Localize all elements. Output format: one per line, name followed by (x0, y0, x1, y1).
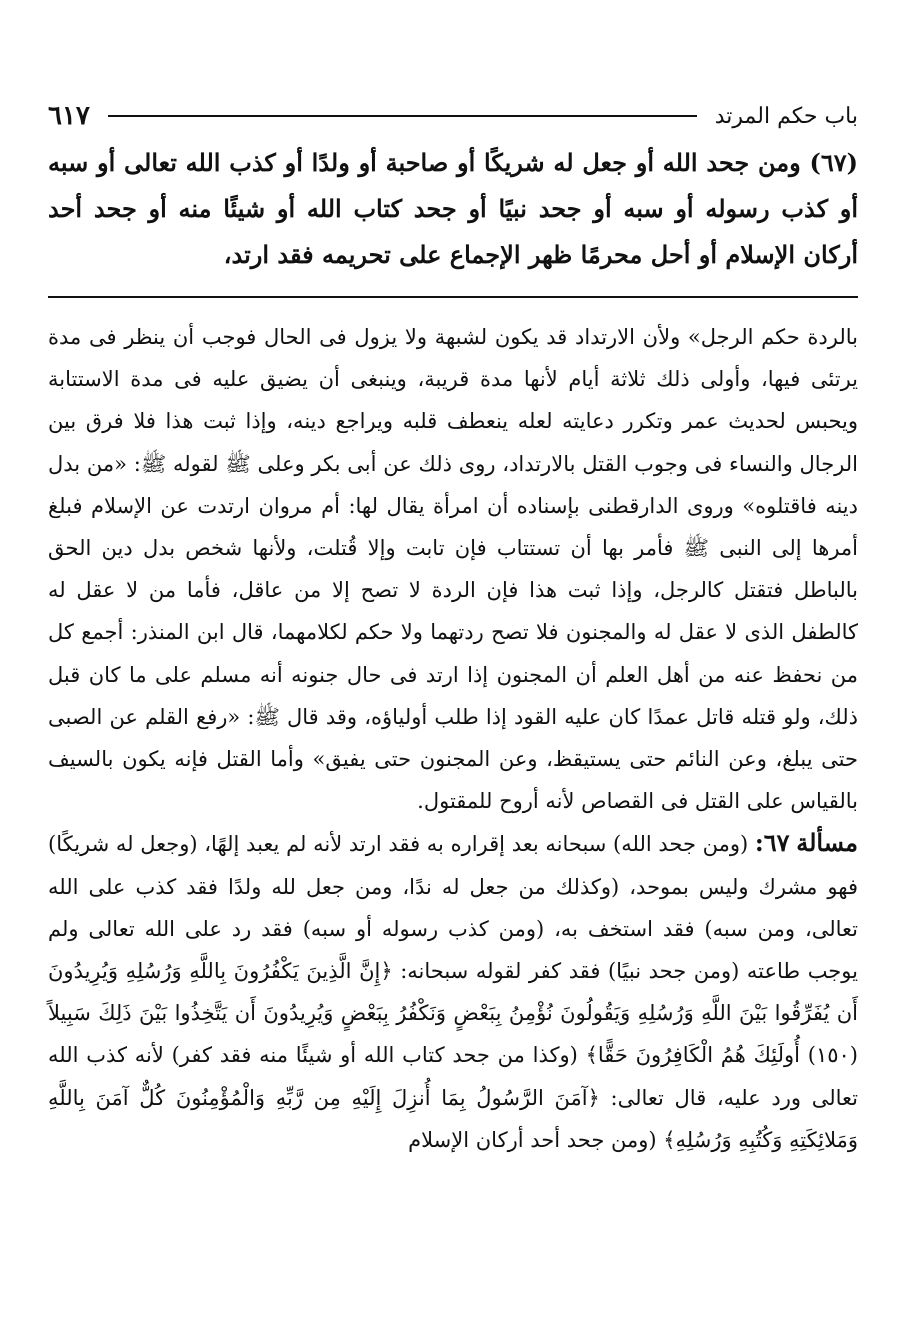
page-number: ٦١٧ (48, 101, 90, 131)
commentary-paragraph-2 (48, 822, 858, 1161)
matn-text-block (48, 140, 858, 278)
chapter-title: باب حكم المرتد (714, 103, 858, 129)
masala-number: ٦٧: (754, 828, 790, 858)
header-rule (108, 115, 697, 117)
commentary-paragraph-2-text: (ومن جحد الله) سبحانه بعد إقراره به فقد ارتد لأنه لم يعبد إلهًا، (وجعل له شريكًا) فهو مشرك وليس بموحد، (وكذلك من جعل له ندًا، ومن جعل لله ولدًا فقد كذب على الله تعالى، ومن سبه) فقد استخف به، (ومن كذب رسوله أو سبه) فقد رد على الله تعالى ولم يوجب طاعته (ومن جحد نبيًا) فقد كفر لقوله سبحانه: ﴿إِنَّ الَّذِينَ يَكْفُرُونَ بِاللَّهِ وَرُسُلِهِ وَيُرِيدُونَ أَن يُفَرِّقُوا بَيْنَ اللَّهِ وَرُسُلِهِ وَيَقُولُونَ نُؤْمِنُ بِبَعْضٍ وَنَكْفُرُ بِبَعْضٍ وَيُرِيدُونَ أَن يَتَّخِذُوا بَيْنَ ذَلِكَ سَبِيلاً (١٥٠) أُولَئِكَ هُمُ الْكَافِرُونَ حَقًّا﴾ (وكذا من جحد كتاب الله أو شيئًا منه فقد كفر) لأنه كذب الله تعالى ورد عليه، قال تعالى: ﴿آمَنَ الرَّسُولُ بِمَا أُنزِلَ إِلَيْهِ مِن رَّبِّهِ وَالْمُؤْمِنُونَ كُلٌّ آمَنَ بِاللَّهِ وَمَلائِكَتِهِ وَكُتُبِهِ وَرُسُلِهِ﴾ (ومن جحد أحد أركان الإسلام (48, 832, 859, 1152)
matn-paragraph: (٦٧) ومن جحد الله أو جعل له شريكًا أو صاحبة أو ولدًا أو كذب الله تعالى أو سبه أو كذب رسوله أو سبه أو جحد نبيًا أو جحد كتاب الله أو شيئًا منه أو جحد أحد أركان الإسلام أو أحل محرمًا ظهر الإجماع على تحريمه فقد ارتد، (48, 148, 858, 269)
running-head (48, 96, 858, 136)
commentary-paragraph-1: بالردة حكم الرجل» ولأن الارتداد قد يكون لشبهة ولا يزول فى الحال فوجب أن ينظر فى مدة يرتئى فيها، وأولى ذلك ثلاثة أيام لأنها مدة قريبة، وينبغى أن يضيق عليه فى مدة الاستتابة ويحبس لحديث عمر وتكرر دعايته لعله ينعطف قلبه ويراجع دينه، وإذا ثبت هذا فلا فرق بين الرجال والنساء فى وجوب القتل بالارتداد، روى ذلك عن أبى بكر وعلى ﷺ لقوله ﷺ: «من بدل دينه فاقتلوه» وروى الدارقطنى بإسناده أن امرأة يقال لها: أم مروان ارتدت عن الإسلام فبلغ أمرها إلى النبى ﷺ فأمر بها أن تستتاب فإن تابت وإلا قُتلت، ولأنها شخص بدل دين الحق بالباطل فتقتل كالرجل، وإذا ثبت هذا فإن الردة لا تصح إلا من عاقل، فأما من لا عقل له كالطفل الذى لا عقل له والمجنون فلا تصح ردتهما ولا حكم لكلامهما، قال ابن المنذر: أجمع كل من نحفظ عنه من أهل العلم أن المجنون إذا ارتد فى حال جنونه أنه مسلم على ما كان قبل ذلك، ولو قتله قاتل عمدًا كان عليه القود إذا طلب أولياؤه، وقد قال ﷺ: «رفع القلم عن الصبى حتى يبلغ، وعن النائم حتى يستيقظ، وعن المجنون حتى يفيق» وأما القتل فإنه يكون بالسيف بالقياس على القتل فى القصاص لأنه أروح للمقتول. (48, 325, 858, 814)
masala-label: مسألة (796, 828, 858, 858)
section-divider (48, 296, 858, 298)
commentary-block (48, 316, 858, 1161)
